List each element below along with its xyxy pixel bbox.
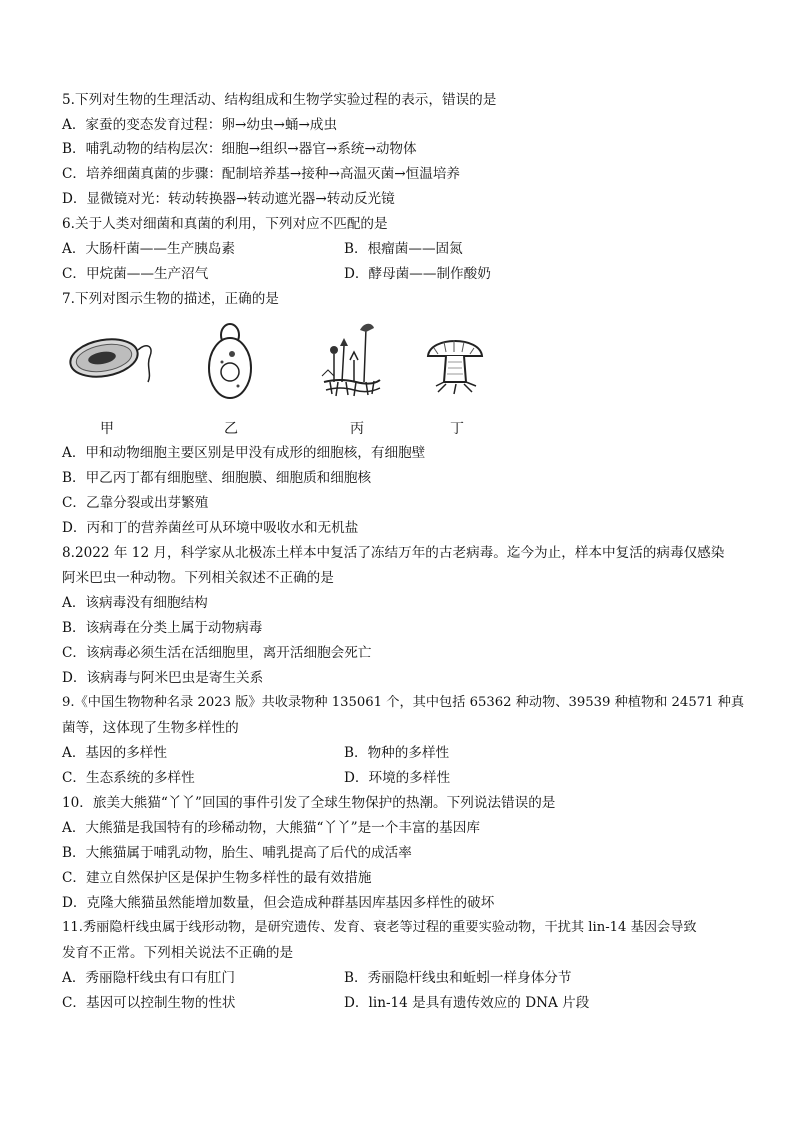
question-7-option-c: C．乙靠分裂或出芽繁殖 bbox=[62, 495, 209, 511]
question-5-stem: 5.下列对生物的生理活动、结构组成和生物学实验过程的表示，错误的是 bbox=[62, 92, 497, 108]
question-7-option-b: B．甲乙丙丁都有细胞壁、细胞膜、细胞质和细胞核 bbox=[62, 470, 372, 486]
question-8-stem-line2: 阿米巴虫一种动物。下列相关叙述不正确的是 bbox=[62, 570, 334, 586]
question-6-option-d: D．酵母菌——制作酸奶 bbox=[344, 266, 491, 282]
question-10-stem: 10．旅美大熊猫“丫丫”回国的事件引发了全球生物保护的热潮。下列说法错误的是 bbox=[62, 795, 556, 811]
question-10-option-b: B．大熊猫属于哺乳动物，胎生、哺乳提高了后代的成活率 bbox=[62, 845, 412, 861]
bacterium-figure bbox=[66, 334, 158, 386]
question-7-option-d: D．丙和丁的营养菌丝可从环境中吸收水和无机盐 bbox=[62, 520, 359, 536]
question-8-option-b: B．该病毒在分类上属于动物病毒 bbox=[62, 620, 263, 636]
question-9-option-c: C．生态系统的多样性 bbox=[62, 770, 195, 786]
question-11-option-c: C．基因可以控制生物的性状 bbox=[62, 995, 236, 1011]
figure-label-ding: 丁 bbox=[450, 421, 464, 437]
question-11-option-a: A．秀丽隐杆线虫有口有肛门 bbox=[62, 970, 235, 986]
question-6-option-c: C．甲烷菌——生产沼气 bbox=[62, 266, 209, 282]
question-10-option-c: C．建立自然保护区是保护生物多样性的最有效措施 bbox=[62, 870, 372, 886]
question-7-stem: 7.下列对图示生物的描述，正确的是 bbox=[62, 291, 279, 307]
question-5-option-a: A．家蚕的变态发育过程：卵→幼虫→蛹→成虫 bbox=[62, 117, 338, 133]
figure-label-yi: 乙 bbox=[224, 421, 238, 437]
question-9-option-a: A．基因的多样性 bbox=[62, 745, 167, 761]
question-8-option-a: A．该病毒没有细胞结构 bbox=[62, 595, 208, 611]
question-8-stem-line1: 8.2022 年 12 月，科学家从北极冻土样本中复活了冻结万年的古老病毒。迄今为止，样本中复活的病毒仅感染 bbox=[62, 545, 725, 561]
question-9-option-b: B．物种的多样性 bbox=[344, 745, 450, 761]
question-8-option-c: C．该病毒必须生活在活细胞里，离开活细胞会死亡 bbox=[62, 645, 372, 661]
question-9-stem-line2: 菌等，这体现了生物多样性的 bbox=[62, 720, 239, 736]
question-10-option-d: D．克隆大熊猫虽然能增加数量，但会造成种群基因库基因多样性的破坏 bbox=[62, 895, 495, 911]
yeast-figure bbox=[204, 320, 256, 400]
question-11-stem-line2: 发育不正常。下列相关说法不正确的是 bbox=[62, 945, 294, 961]
question-9-option-d: D．环境的多样性 bbox=[344, 770, 451, 786]
mushroom-figure bbox=[424, 330, 486, 396]
question-5-option-c: C．培养细菌真菌的步骤：配制培养基→接种→高温灭菌→恒温培养 bbox=[62, 166, 461, 182]
question-11-stem-line1: 11.秀丽隐杆线虫属于线形动物，是研究遗传、发育、衰老等过程的重要实验动物，干扰其 lin-14 基因会导致 bbox=[62, 920, 697, 935]
figure-label-bing: 丙 bbox=[350, 421, 364, 437]
question-6-stem: 6.关于人类对细菌和真菌的利用，下列对应不匹配的是 bbox=[62, 216, 388, 232]
mold-figure bbox=[320, 320, 382, 400]
question-9-stem-line1: 9.《中国生物物种名录 2023 版》共收录物种 135061 个，其中包括 65362 种动物、39539 种植物和 24571 种真 bbox=[62, 695, 745, 710]
question-8-option-d: D．该病毒与阿米巴虫是寄生关系 bbox=[62, 670, 264, 686]
question-5-option-d: D．显微镜对光：转动转换器→转动遮光器→转动反光镜 bbox=[62, 191, 395, 207]
question-7-option-a: A．甲和动物细胞主要区别是甲没有成形的细胞核，有细胞壁 bbox=[62, 445, 426, 461]
question-10-option-a: A．大熊猫是我国特有的珍稀动物，大熊猫“丫丫”是一个丰富的基因库 bbox=[62, 820, 480, 836]
question-11-option-b: B．秀丽隐杆线虫和蚯蚓一样身体分节 bbox=[344, 970, 572, 986]
question-6-option-a: A．大肠杆菌——生产胰岛素 bbox=[62, 241, 235, 257]
question-5-option-b: B．哺乳动物的结构层次：细胞→组织→器官→系统→动物体 bbox=[62, 141, 417, 157]
figure-label-jia: 甲 bbox=[100, 421, 114, 437]
question-11-option-d: D．lin-14 是具有遗传效应的 DNA 片段 bbox=[344, 995, 590, 1011]
question-6-option-b: B．根瘤菌——固氮 bbox=[344, 241, 463, 257]
